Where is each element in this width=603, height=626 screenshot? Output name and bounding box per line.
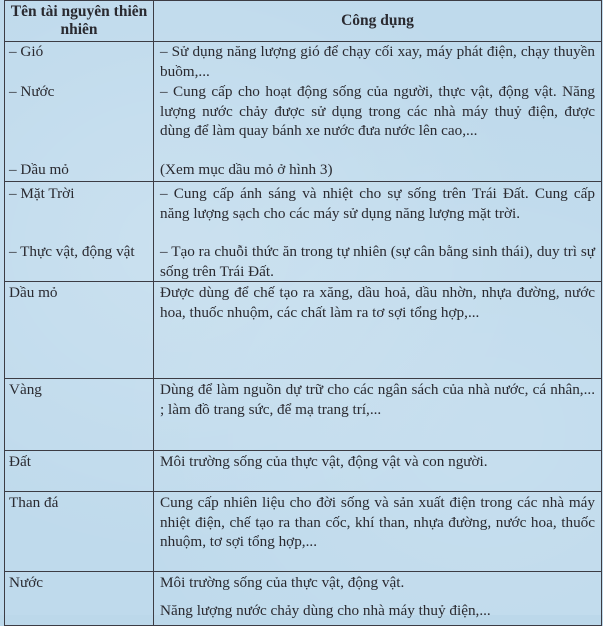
resource-name-cell <box>5 182 154 282</box>
resource-usage: Dùng để làm nguồn dự trữ cho các ngân sách của nhà nước, cá nhân,... ; làm đồ trang sức, để mạ trang trí,... <box>154 379 602 451</box>
resource-usage: – Cung cấp ánh sáng và nhiệt cho sự sống trên Trái Đất. Cung cấp năng lượng sạch cho các máy sử dụng năng lượng mặt trời. <box>160 185 595 222</box>
resource-usage: Môi trường sống của thực vật, động vật. <box>160 574 405 591</box>
resource-name: – Gió <box>9 43 44 60</box>
table-row <box>5 572 602 626</box>
header-row <box>5 1 602 42</box>
table-row <box>5 451 602 492</box>
resource-name: – Thực vật, động vật <box>9 243 135 260</box>
natural-resources-table <box>4 0 602 626</box>
resource-usage-cell <box>154 572 602 626</box>
resource-usage: – Cung cấp cho hoạt động sống của người, thực vật, động vật. Năng lượng nước chảy được sử dụng trong các nhà máy thuỷ điện, được dùng để làm quay bánh xe nước đưa nước lên cao,... <box>160 83 595 139</box>
resource-name-cell <box>5 42 154 182</box>
table-row <box>5 282 602 379</box>
table-row-group-1 <box>5 42 602 182</box>
resource-usage: Được dùng để chế tạo ra xăng, dầu hoả, dầu nhờn, nhựa đường, nước hoa, thuốc nhuộm, các chất làm ra tơ sợi tổng hợp,... <box>154 282 602 379</box>
resource-name: Nước <box>5 572 154 626</box>
resource-name: Dầu mỏ <box>5 282 154 379</box>
resource-usage-cell <box>154 182 602 282</box>
resource-usage-extra: Năng lượng nước chảy dùng cho nhà máy thuỷ điện,... <box>160 601 491 619</box>
resource-usage: (Xem mục dầu mỏ ở hình 3) <box>160 161 333 178</box>
resource-name: Đất <box>5 451 154 492</box>
header-resource-name: Tên tài nguyên thiên nhiên <box>5 1 154 42</box>
resource-name: – Mặt Trời <box>9 185 75 202</box>
resource-usage: – Sử dụng năng lượng gió để chạy cối xay, máy phát điện, chạy thuyền buồm,... <box>160 43 595 80</box>
resource-usage: – Tạo ra chuỗi thức ăn trong tự nhiên (sự cân bằng sinh thái), duy trì sự sống trên Trái Đất. <box>160 243 595 280</box>
table-row-group-2 <box>5 182 602 282</box>
resource-name: Than đá <box>5 492 154 572</box>
header-usage: Công dụng <box>154 1 602 42</box>
table-row <box>5 492 602 572</box>
resource-usage: Môi trường sống của thực vật, động vật và con người. <box>154 451 602 492</box>
resource-usage-cell <box>154 42 602 182</box>
resource-name: Vàng <box>5 379 154 451</box>
resource-name: – Nước <box>9 83 55 100</box>
resource-usage: Cung cấp nhiên liệu cho đời sống và sản xuất điện trong các nhà máy nhiệt điện, chế tạo ra than cốc, khí than, nhựa đường, nước hoa, thuốc nhuộm, tơ sợi tổng hợp,... <box>154 492 602 572</box>
table-row <box>5 379 602 451</box>
resource-name: – Dầu mỏ <box>9 161 69 178</box>
